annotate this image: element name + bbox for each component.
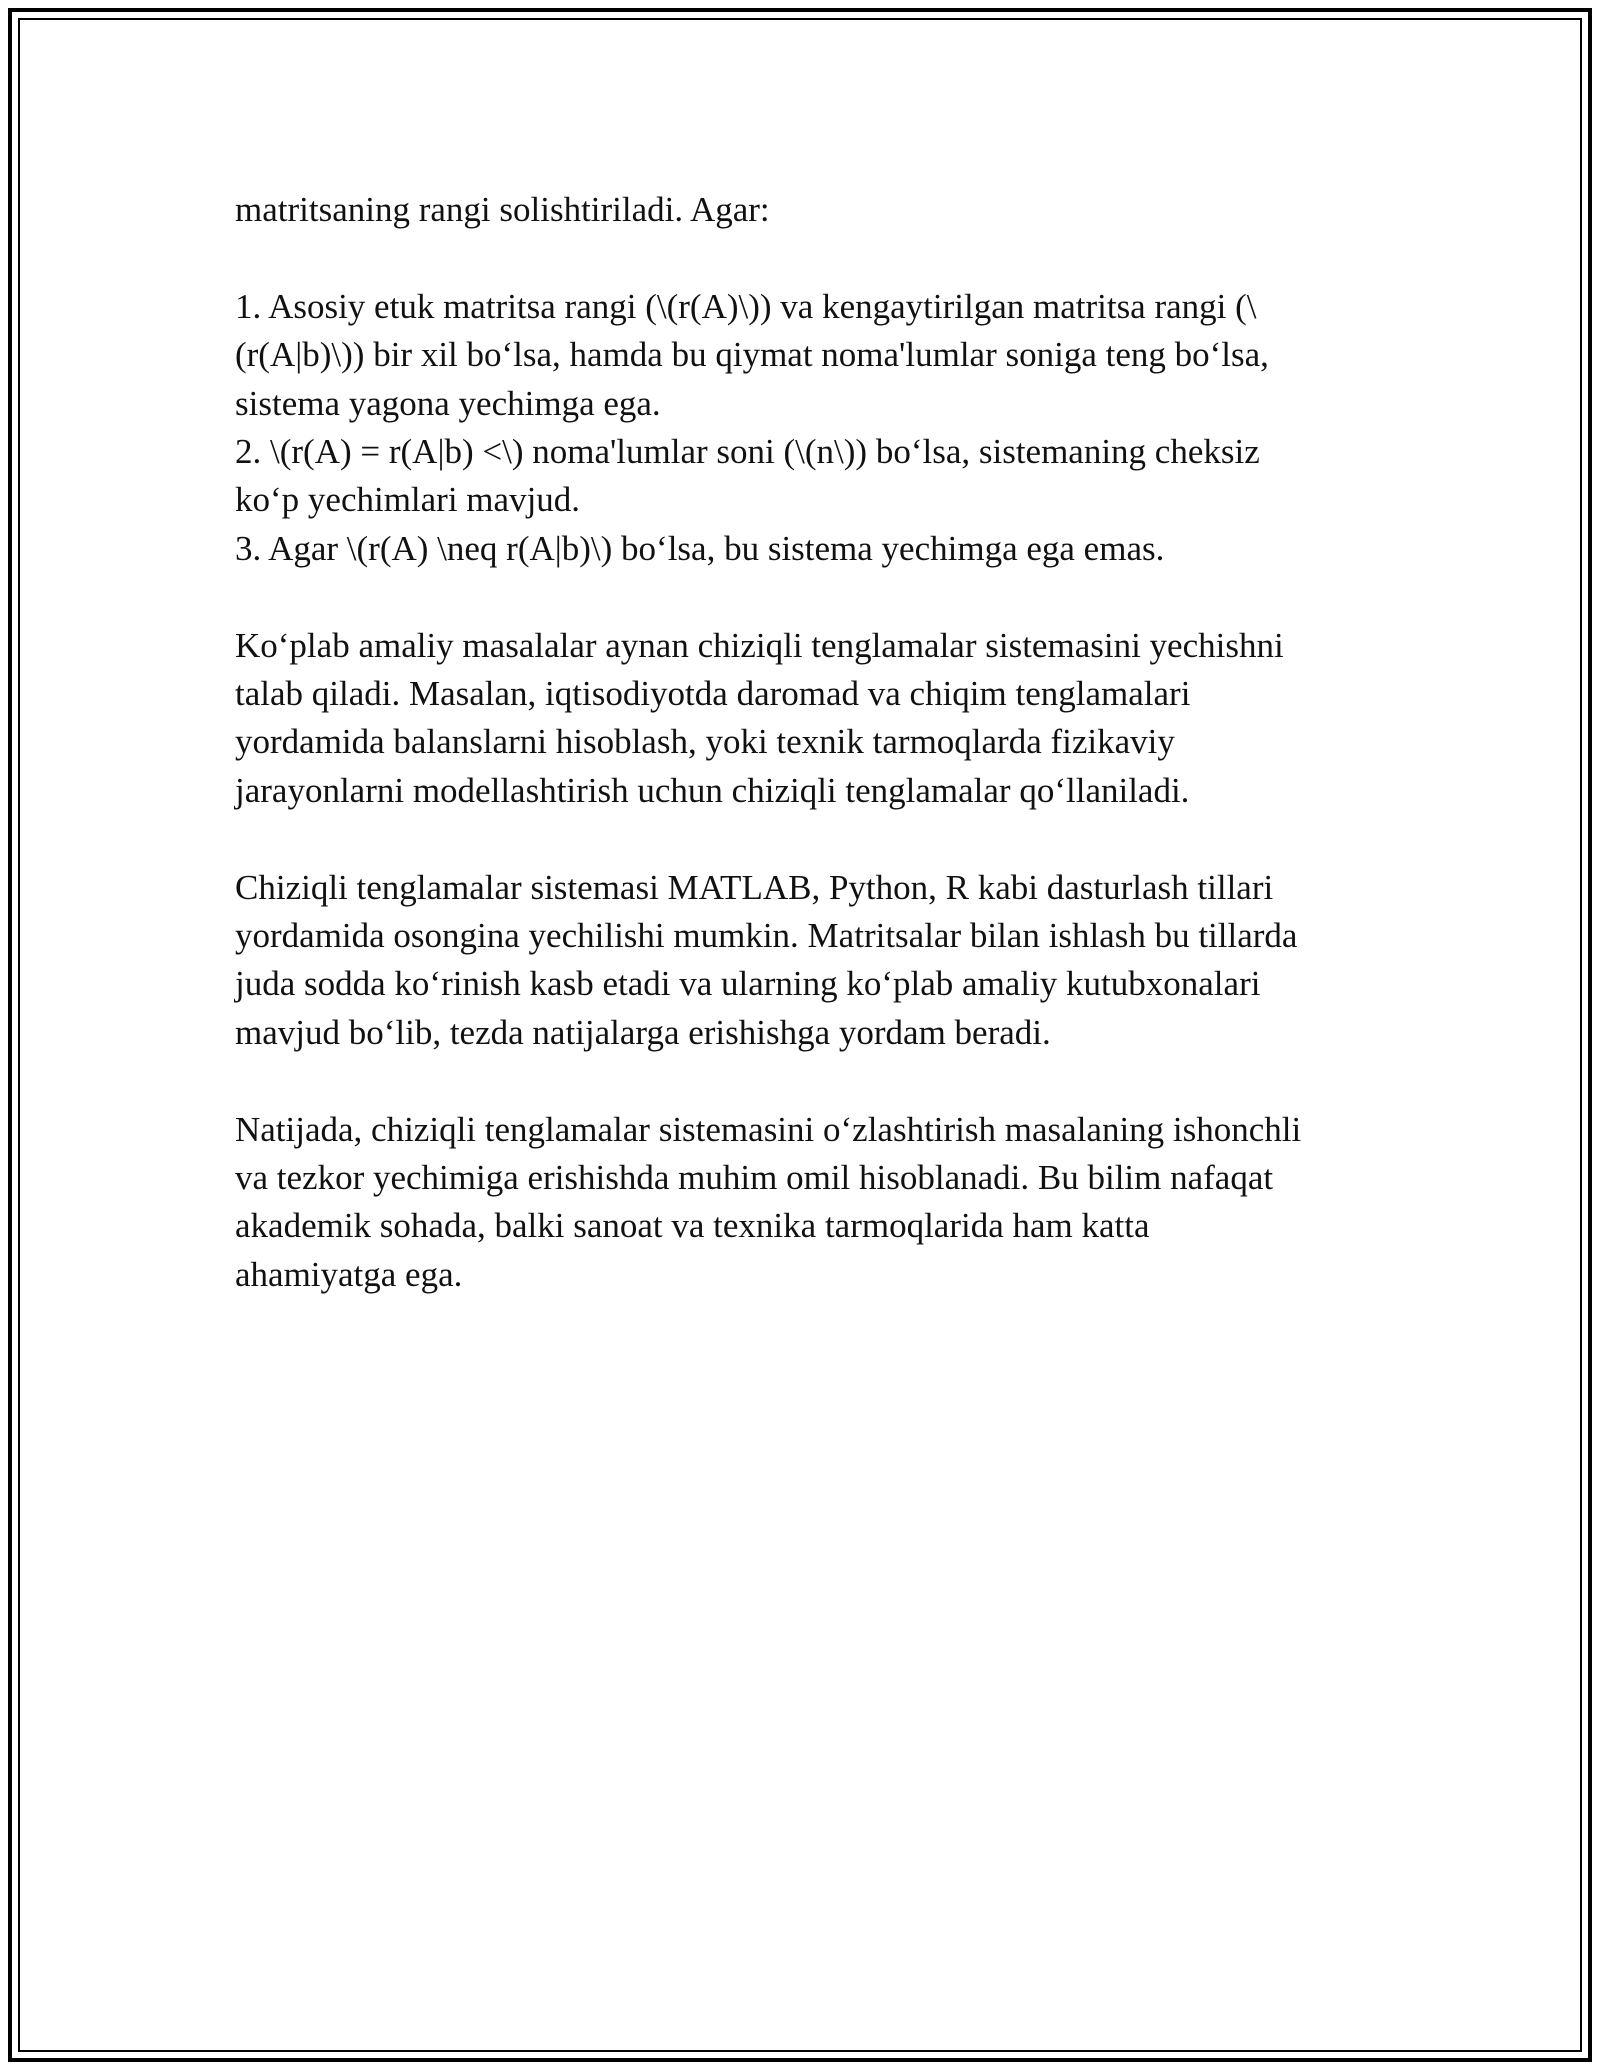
- text-line: Ko‘plab amaliy masalalar aynan chiziqli tenglamalar sistemasini yechishni: [235, 625, 1284, 665]
- list-item-line: ko‘p yechimlari mavjud.: [235, 480, 581, 520]
- text-line: jarayonlarni modellashtirish uchun chiziqli tenglamalar qo‘llaniladi.: [235, 770, 1190, 810]
- paragraph-software: [235, 864, 1365, 1058]
- text-line: yordamida osongina yechilishi mumkin. Matritsalar bilan ishlash bu tillarda: [235, 916, 1298, 956]
- text-line: va tezkor yechimiga erishishda muhim omil hisoblanadi. Bu bilim nafaqat: [235, 1158, 1274, 1198]
- text-line: juda sodda ko‘rinish kasb etadi va ularning ko‘plab amaliy kutubxonalari: [235, 964, 1261, 1004]
- condition-list: [235, 283, 1365, 573]
- list-item-line: 2. \(r(A) = r(A|b) <\) noma'lumlar soni (\(n\)) bo‘lsa, sistemaning cheksiz: [235, 432, 1260, 472]
- list-item-line: 1. Asosiy etuk matritsa rangi (\(r(A)\)) va kengaytirilgan matritsa rangi (\: [235, 286, 1257, 326]
- list-item-line: sistema yagona yechimga ega.: [235, 383, 661, 423]
- text-line: Chiziqli tenglamalar sistemasi MATLAB, Python, R kabi dasturlash tillari: [235, 867, 1274, 907]
- list-item-line: (r(A|b)\)) bir xil bo‘lsa, hamda bu qiymat noma'lumlar soniga teng bo‘lsa,: [235, 335, 1269, 375]
- text-line: Natijada, chiziqli tenglamalar sistemasini o‘zlashtirish masalaning ishonchli: [235, 1109, 1302, 1149]
- text-line: akademik sohada, balki sanoat va texnika tarmoqlarida ham katta: [235, 1206, 1150, 1246]
- paragraph-applications: [235, 622, 1365, 816]
- intro-paragraph: [235, 186, 1365, 234]
- paragraph-conclusion: [235, 1106, 1365, 1300]
- list-item-line: 3. Agar \(r(A) \neq r(A|b)\) bo‘lsa, bu sistema yechimga ega emas.: [235, 528, 1165, 568]
- text-line: matritsaning rangi solishtiriladi. Agar:: [235, 190, 770, 229]
- text-line: mavjud bo‘lib, tezda natijalarga erishishga yordam beradi.: [235, 1012, 1051, 1052]
- text-line: ahamiyatga ega.: [235, 1254, 463, 1294]
- text-line: yordamida balanslarni hisoblash, yoki texnik tarmoqlarda fizikaviy: [235, 722, 1175, 762]
- text-line: talab qiladi. Masalan, iqtisodiyotda daromad va chiqim tenglamalari: [235, 674, 1191, 714]
- document-body: [235, 186, 1365, 1348]
